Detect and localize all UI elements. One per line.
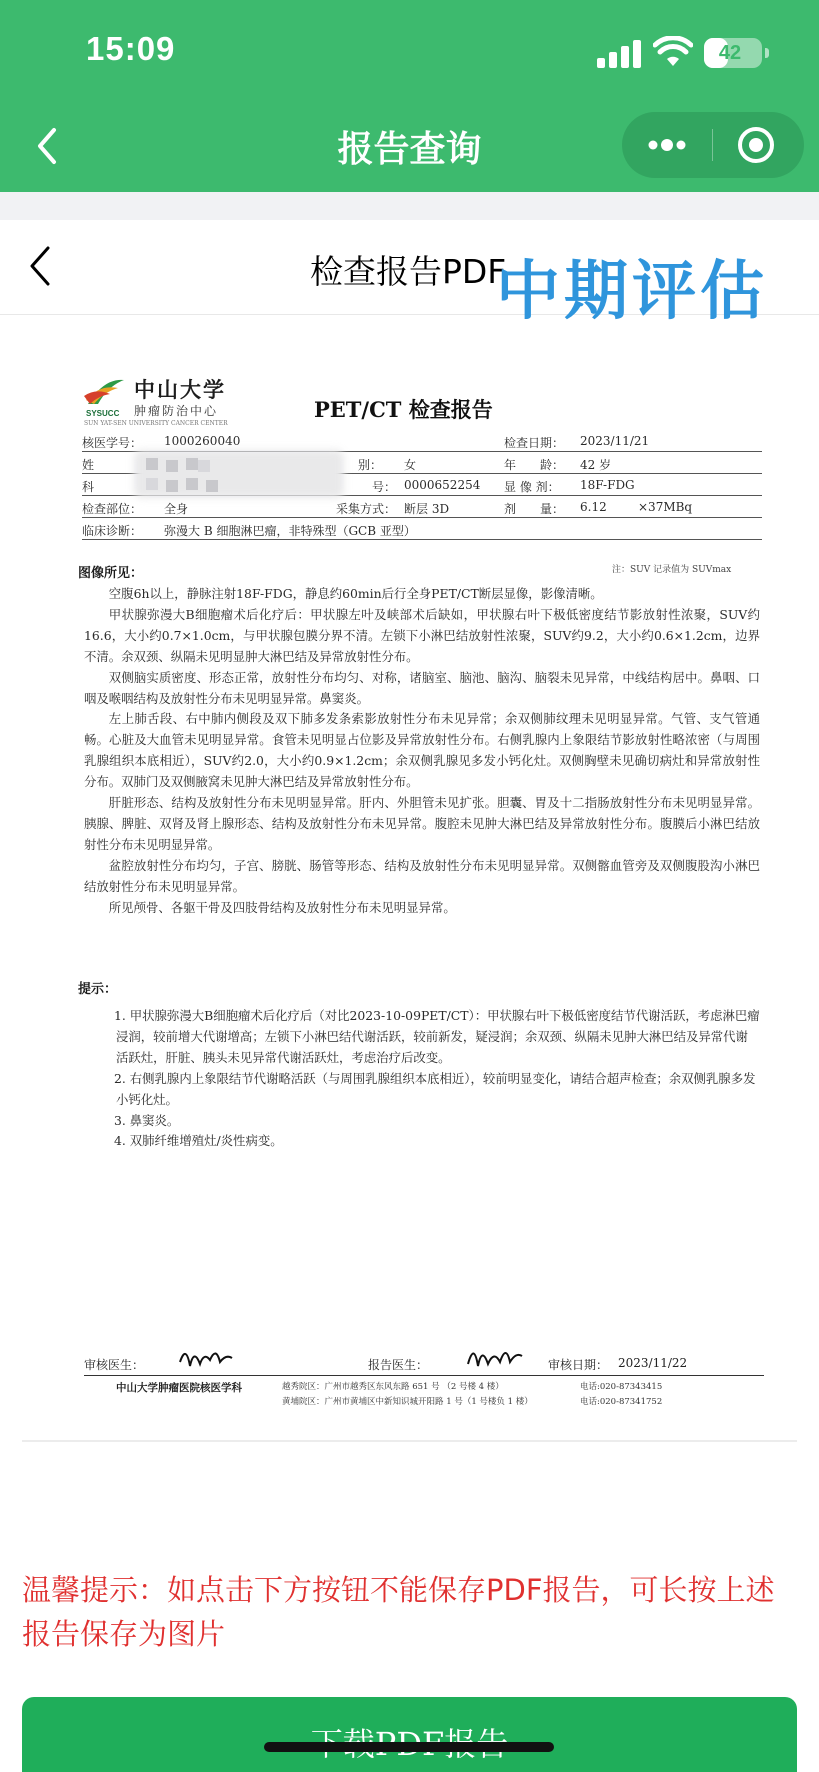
info-row bbox=[82, 496, 762, 518]
info-row bbox=[82, 518, 762, 540]
reg-label: 号： bbox=[372, 480, 397, 494]
report-title: PET/CT 检查报告 bbox=[314, 397, 493, 422]
dose-unit: ×37MBq bbox=[638, 500, 693, 514]
footer-org: 中山大学肿瘤医院核医学科 bbox=[116, 1382, 242, 1394]
logo-short: SYSUCC bbox=[86, 409, 120, 418]
reporter-signature bbox=[464, 1340, 524, 1374]
status-time: 15:09 bbox=[86, 30, 176, 67]
review-date-label: 审核日期： bbox=[548, 1358, 609, 1372]
home-indicator[interactable] bbox=[264, 1742, 554, 1752]
hospital-logo bbox=[84, 374, 234, 430]
findings-heading: 图像所见： bbox=[78, 566, 144, 581]
page-header bbox=[0, 220, 819, 329]
separator-band bbox=[0, 192, 819, 220]
logo-mark-icon bbox=[84, 374, 126, 418]
suv-note: 注：SUV 记录值为 SUVmax bbox=[612, 565, 732, 575]
reg-no: 0000652254 bbox=[404, 478, 481, 492]
tips-heading: 提示： bbox=[78, 982, 118, 997]
tip-item: 1. 甲状腺弥漫大B细胞瘤术后化疗后（对比2023-10-09PET/CT）：甲状腺右叶下极低密度结节代谢活跃，考虑淋巴瘤浸润，较前增大代谢增高；左锁下小淋巴结代谢活跃，较前新发，疑浸润；余双颈、纵隔未见肿大淋巴结及异常代谢活跃灶，肝脏、胰头未见异常代谢活跃灶，考虑治疗后改变。 bbox=[114, 1008, 760, 1065]
battery-cap bbox=[765, 48, 769, 58]
stamp-overlay: 中期评估 bbox=[496, 255, 768, 329]
info-row bbox=[82, 430, 762, 452]
close-miniprogram-icon[interactable] bbox=[713, 112, 804, 178]
finding-paragraph: 肝脏形态、结构及放射性分布未见明显异常。肝内、外胆管未见扩张。胆囊、胃及十二指肠放射性分布未见明显异常。胰腺、脾脏、双肾及肾上腺形态、结构及放射性分布未见异常。腹腔未见肿大淋巴结及异常放射性分布。腹膜后小淋巴结放射性分布未见明显异常。 bbox=[84, 795, 760, 852]
exam-no: 1000260040 bbox=[164, 434, 241, 448]
page-back-icon[interactable] bbox=[22, 238, 62, 294]
findings-text bbox=[84, 584, 760, 919]
exam-date: 2023/11/21 bbox=[580, 434, 650, 448]
tip-item: 4. 双肺纤维增殖灶/炎性病变。 bbox=[114, 1133, 283, 1149]
battery-level: 42 bbox=[718, 42, 742, 64]
dept-label: 科 bbox=[82, 480, 95, 494]
footer-phone bbox=[580, 1380, 662, 1410]
cellular-signal-icon bbox=[597, 40, 641, 68]
diagnosis: 弥漫大 B 细胞淋巴瘤，非特殊型（GCB 亚型） bbox=[164, 524, 416, 538]
top-bar bbox=[0, 0, 819, 192]
battery-icon bbox=[704, 38, 762, 68]
footer-address-2: 黄埔院区：广州市黄埔区中新知识城开阳路 1 号（1 号楼负 1 楼） bbox=[282, 1397, 533, 1407]
method: 断层 3D bbox=[404, 502, 450, 516]
tip-item: 2. 右侧乳腺内上象限结节代谢略活跃（与周围乳腺组织本底相近），较前明显变化，请结合超声检查；余双侧乳腺多发小钙化灶。 bbox=[114, 1070, 756, 1107]
finding-paragraph: 所见颅骨、各躯干骨及四肢骨结构及放射性分布未见明显异常。 bbox=[108, 899, 456, 915]
footer-address bbox=[282, 1380, 533, 1410]
name-label: 姓 bbox=[82, 458, 95, 472]
finding-paragraph: 左上肺舌段、右中肺内侧段及双下肺多发条索影放射性分布未见异常；余双侧肺纹理未见明显异常。气管、支气管通畅。心脏及大血管未见明显异常。食管未见明显占位影及异常放射性分布。右侧乳腺内上象限结节影放射性略浓密（与周围乳腺组织本底相近），SUV约2.0，大小约0.9×1.2cm；余双侧乳腺见多发小钙化灶。双侧胸壁未见确切病灶和异常放射性分布。双肺门及双侧腋窝未见肿大淋巴结及异常放射性分布。 bbox=[84, 711, 760, 790]
more-icon[interactable] bbox=[622, 112, 712, 178]
logo-english: SUN YAT-SEN UNIVERSITY CANCER CENTER bbox=[84, 420, 228, 427]
report-document[interactable] bbox=[22, 330, 797, 1442]
finding-paragraph: 空腹6h以上，静脉注射18F-FDG，静息约60min后行全身PET/CT断层显像，影像清晰。 bbox=[108, 586, 603, 601]
finding-paragraph: 甲状腺弥漫大B细胞瘤术后化疗后：甲状腺左叶及峡部术后缺如，甲状腺右叶下极低密度结节影放射性浓聚，SUV约16.6，大小约0.7×1.0cm，与甲状腺包膜分界不清。左锁下小淋巴结放射性浓聚，SUV约9.2，大小约0.6×1.2cm，边界不清。余双颈、纵隔未见明显肿大淋巴结及异常放射性分布。 bbox=[84, 606, 760, 664]
footer-phone-2: 电话:020-87341752 bbox=[580, 1397, 663, 1407]
sex-label: 别： bbox=[358, 458, 383, 472]
tips-text bbox=[84, 1006, 760, 1152]
footer-address-1: 越秀院区：广州市越秀区东风东路 651 号 （2 号楼 4 楼） bbox=[282, 1382, 504, 1392]
tip-item: 3. 鼻窦炎。 bbox=[114, 1112, 180, 1128]
exam-no-label: 核医学号： bbox=[82, 436, 143, 450]
site: 全身 bbox=[164, 502, 189, 516]
footer-phone-1: 电话:020-87343415 bbox=[580, 1382, 663, 1392]
logo-university: 中山大学 bbox=[134, 377, 226, 402]
nav-title: 报告查询 bbox=[337, 129, 482, 170]
logo-center: 肿瘤防治中心 bbox=[134, 404, 219, 418]
page-title: 检查报告PDF bbox=[310, 252, 507, 291]
dose: 6.12 bbox=[580, 500, 607, 514]
signature-row bbox=[84, 1346, 764, 1376]
diagnosis-label: 临床诊断： bbox=[82, 524, 143, 538]
save-warning: 温馨提示：如点击下方按钮不能保存PDF报告，可长按上述报告保存为图片 bbox=[22, 1573, 775, 1651]
agent: 18F-FDG bbox=[580, 478, 635, 492]
review-date: 2023/11/22 bbox=[618, 1356, 688, 1370]
exam-date-label: 检查日期： bbox=[504, 436, 565, 450]
dose-label: 剂 量： bbox=[504, 502, 565, 516]
finding-paragraph: 双侧脑实质密度、形态正常，放射性分布均匀、对称，诸脑室、脑池、脑沟、脑裂未见异常，中线结构居中。鼻咽、口咽及喉咽结构及放射性分布未见明显异常。鼻窦炎。 bbox=[84, 669, 760, 706]
finding-paragraph: 盆腔放射性分布均匀，子宫、膀胱、肠管等形态、结构及放射性分布未见明显异常。双侧髂血管旁及双侧腹股沟小淋巴结放射性分布未见明显异常。 bbox=[84, 857, 760, 894]
miniprogram-capsule bbox=[622, 112, 804, 178]
download-pdf-button[interactable] bbox=[22, 1697, 797, 1772]
reporter-label: 报告医生： bbox=[368, 1358, 429, 1372]
site-label: 检查部位： bbox=[82, 502, 143, 516]
sex: 女 bbox=[404, 458, 417, 472]
reviewer-signature bbox=[176, 1340, 236, 1374]
age: 42 岁 bbox=[580, 458, 612, 472]
age-label: 年 龄： bbox=[504, 458, 565, 472]
wifi-icon bbox=[653, 36, 693, 68]
agent-label: 显 像 剂： bbox=[504, 480, 560, 494]
method-label: 采集方式： bbox=[336, 502, 397, 516]
reviewer-label: 审核医生： bbox=[84, 1358, 145, 1372]
